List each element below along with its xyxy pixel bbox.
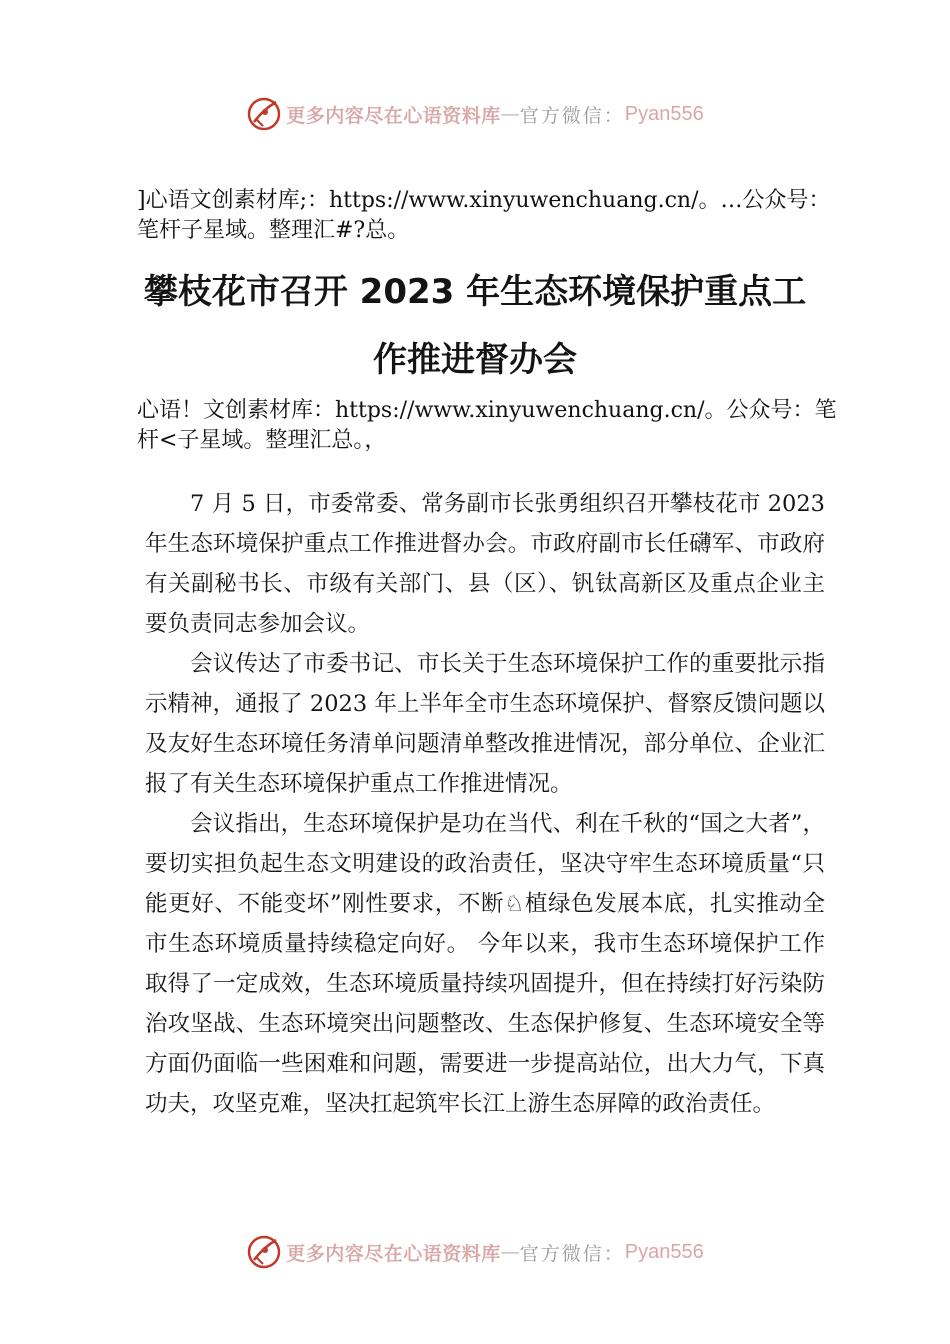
- banner-contact-label: 官方微信：: [519, 104, 625, 127]
- paragraph: 会议指出，生态环境保护是功在当代、利在千秋的“国之大者”，要切实担负起生态文明建设的政治责任，坚决守牢生态环境质量“只能更好、不能变坏”刚性要求，不断♘植绿色发展本底，扎实推动全市生态环境质量持续稳定向好。 今年以来，我市生态环境保护工作取得了一定成效，生态环境质量持续巩固提升，但在持续打好污染防治攻坚战、生态环境突出问题整改、生态保护修复、生态环境安全等方面仍面临一些困难和问题，需要进一步提高站位，出大力气，下真功夫，攻坚克难，坚决扛起筑牢长江上游生态屏障的政治责任。: [145, 811, 825, 1117]
- brand-logo-icon: [246, 1234, 282, 1270]
- banner-slogan: 更多内容尽在心语资料库: [286, 104, 501, 127]
- banner-contact-id: Pyan556: [624, 102, 704, 125]
- paragraph: 会议传达了市委书记、市长关于生态环境保护工作的重要批示指示精神，通报了 2023 年上半年全市生态环境保护、督察反馈问题以及友好生态环境任务清单问题清单整改推进情况，部分单位、企业汇报了有关生态环境保护重点工作推进情况。: [145, 651, 825, 797]
- brand-logo-icon: [246, 96, 282, 132]
- banner-separator: —: [500, 1241, 520, 1263]
- document-title-line1: 攀枝花市召开 2023 年生态环境保护重点工: [143, 272, 807, 312]
- banner-slogan: 更多内容尽在心语资料库: [286, 1242, 501, 1265]
- banner-separator: —: [500, 103, 520, 125]
- article-body: [145, 484, 825, 1124]
- header-watermark: [0, 94, 950, 134]
- banner-contact-id: Pyan556: [624, 1240, 704, 1263]
- paragraph: 7 月 5 日，市委常委、常务副市长张勇组织召开攀枝花市 2023 年生态环境保护重点工作推进督办会。市政府副市长任礴军、市政府有关副秘书长、市级有关部门、县（区）、钒钛高新区及重点企业主要负责同志参加会议。: [145, 491, 825, 637]
- source-note-top: ]心语文创素材库;：https://www.xinyuwenchuang.cn/。…公众号：笔杆子星域。整理汇#?总。: [137, 188, 831, 243]
- footer-watermark: [0, 1232, 950, 1272]
- document-title-line2: 作推进督办会: [373, 340, 577, 380]
- source-note-second: 心语！文创素材库：https://www.xinyuwenchuang.cn/。公众号：笔杆<子星域。整理汇总。，: [137, 398, 837, 453]
- banner-contact-label: 官方微信：: [519, 1242, 625, 1265]
